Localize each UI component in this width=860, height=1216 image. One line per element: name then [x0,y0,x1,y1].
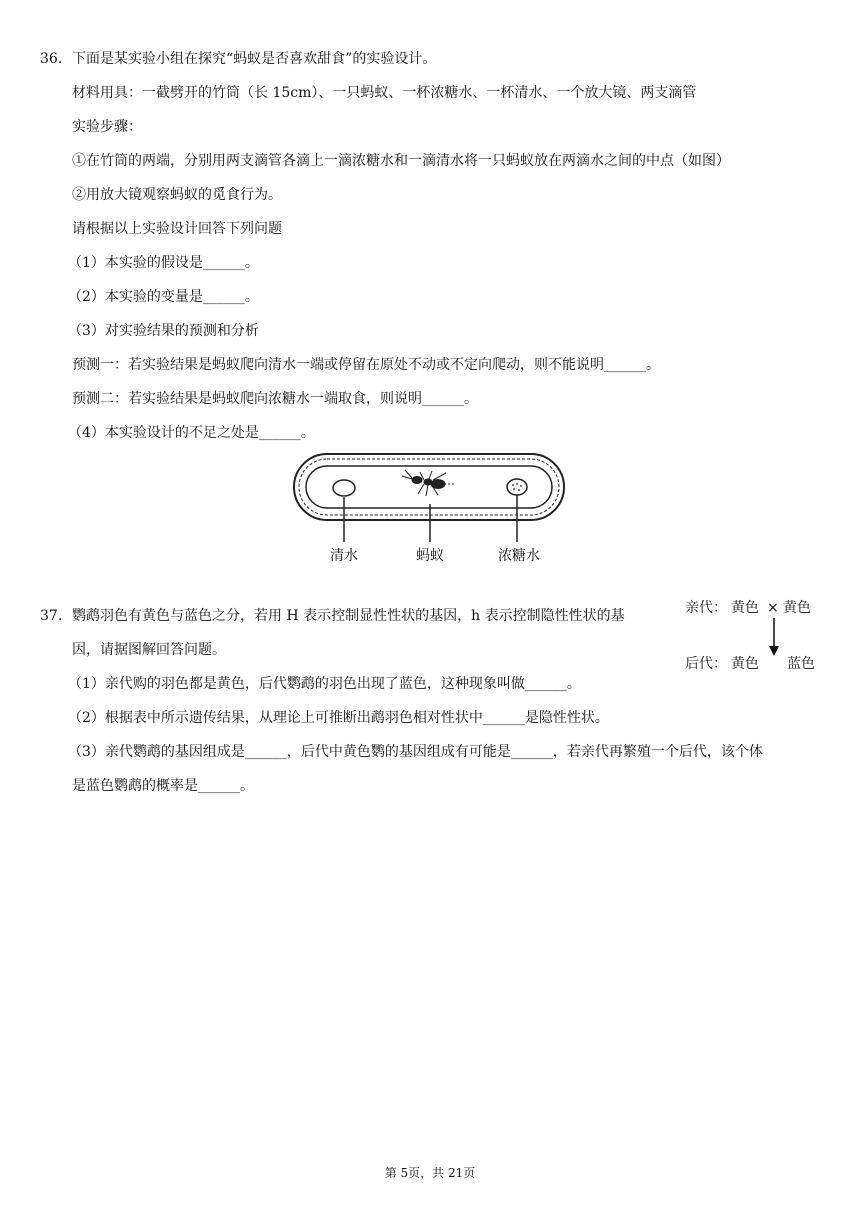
parent-label: 亲代： [685,600,727,616]
inheritance-diagram [683,596,833,676]
sub-question-4: （4）本实验设计的不足之处是______。 [68,425,315,441]
prediction-2: 预测二：若实验结果是蚂蚁爬向浓糖水一端取食，则说明______。 [72,391,478,407]
page-footer: 第 5页，共 21页 [384,1166,476,1180]
cross-symbol: × [767,600,779,616]
question-37-line-2: 因，请据图解回答问题。 [72,642,226,658]
label-water: 清水 [330,548,358,564]
sub-question-3: （3）亲代鹦鹉的基因组成是______，后代中黄色鹦的基因组成有可能是______，若亲代再繁殖一个后代，该个体 [68,744,763,760]
sub-question-1: （1）本实验的假设是______。 [68,255,259,271]
question-37-number: 37. [40,608,63,624]
sub-question-1: （1）亲代购的羽色都是黄色，后代鹦鹉的羽色出现了蓝色，这种现象叫做______。 [68,676,581,692]
parent-yellow-a: 黄色 [731,600,759,616]
sub-question-3: （3）对实验结果的预测和分析 [68,323,259,339]
ant-icon [402,470,456,496]
parent-yellow-b: 黄色 [783,600,811,616]
materials-line: 材料用具：一截劈开的竹筒（长 15cm）、一只蚂蚁、一杯浓糖水、一杯清水、一个放大镜、两支滴管 [72,85,697,101]
label-ant: 蚂蚁 [416,548,444,564]
question-prompt: 请根据以上实验设计回答下列问题 [72,221,282,237]
question-36-number: 36. [40,51,63,67]
descent-arrow-head [769,646,779,656]
question-36-title: 下面是某实验小组在探究“蚂蚁是否喜欢甜食”的实验设计。 [72,51,437,67]
offspring-yellow: 黄色 [731,656,759,672]
sub-question-2: （2）本实验的变量是______。 [68,289,259,305]
sub-question-3-continued: 是蓝色鹦鹉的概率是______。 [72,778,254,794]
step-2: ②用放大镜观察蚂蚁的觅食行为。 [72,187,282,203]
step-1: ①在竹筒的两端，分别用两支滴管各滴上一滴浓糖水和一滴清水将一只蚂蚁放在两滴水之间的中点（如图） [72,153,730,169]
sub-question-2: （2）根据表中所示遗传结果，从理论上可推断出鹉羽色相对性状中______是隐性性状。 [68,710,609,726]
sugar-drop [507,479,527,495]
label-sugar: 浓糖水 [498,548,540,564]
question-37-line-1: 鹦鹉羽色有黄色与蓝色之分，若用 H 表示控制显性性状的基因，h 表示控制隐性性状的基 [72,608,625,624]
offspring-label: 后代： [685,656,727,672]
bamboo-tube-figure [290,450,570,570]
water-drop [333,480,355,496]
offspring-blue: 蓝色 [787,656,815,672]
prediction-1: 预测一：若实验结果是蚂蚁爬向清水一端或停留在原处不动或不定向爬动，则不能说明______。 [72,357,660,373]
steps-label: 实验步骤： [72,119,142,135]
